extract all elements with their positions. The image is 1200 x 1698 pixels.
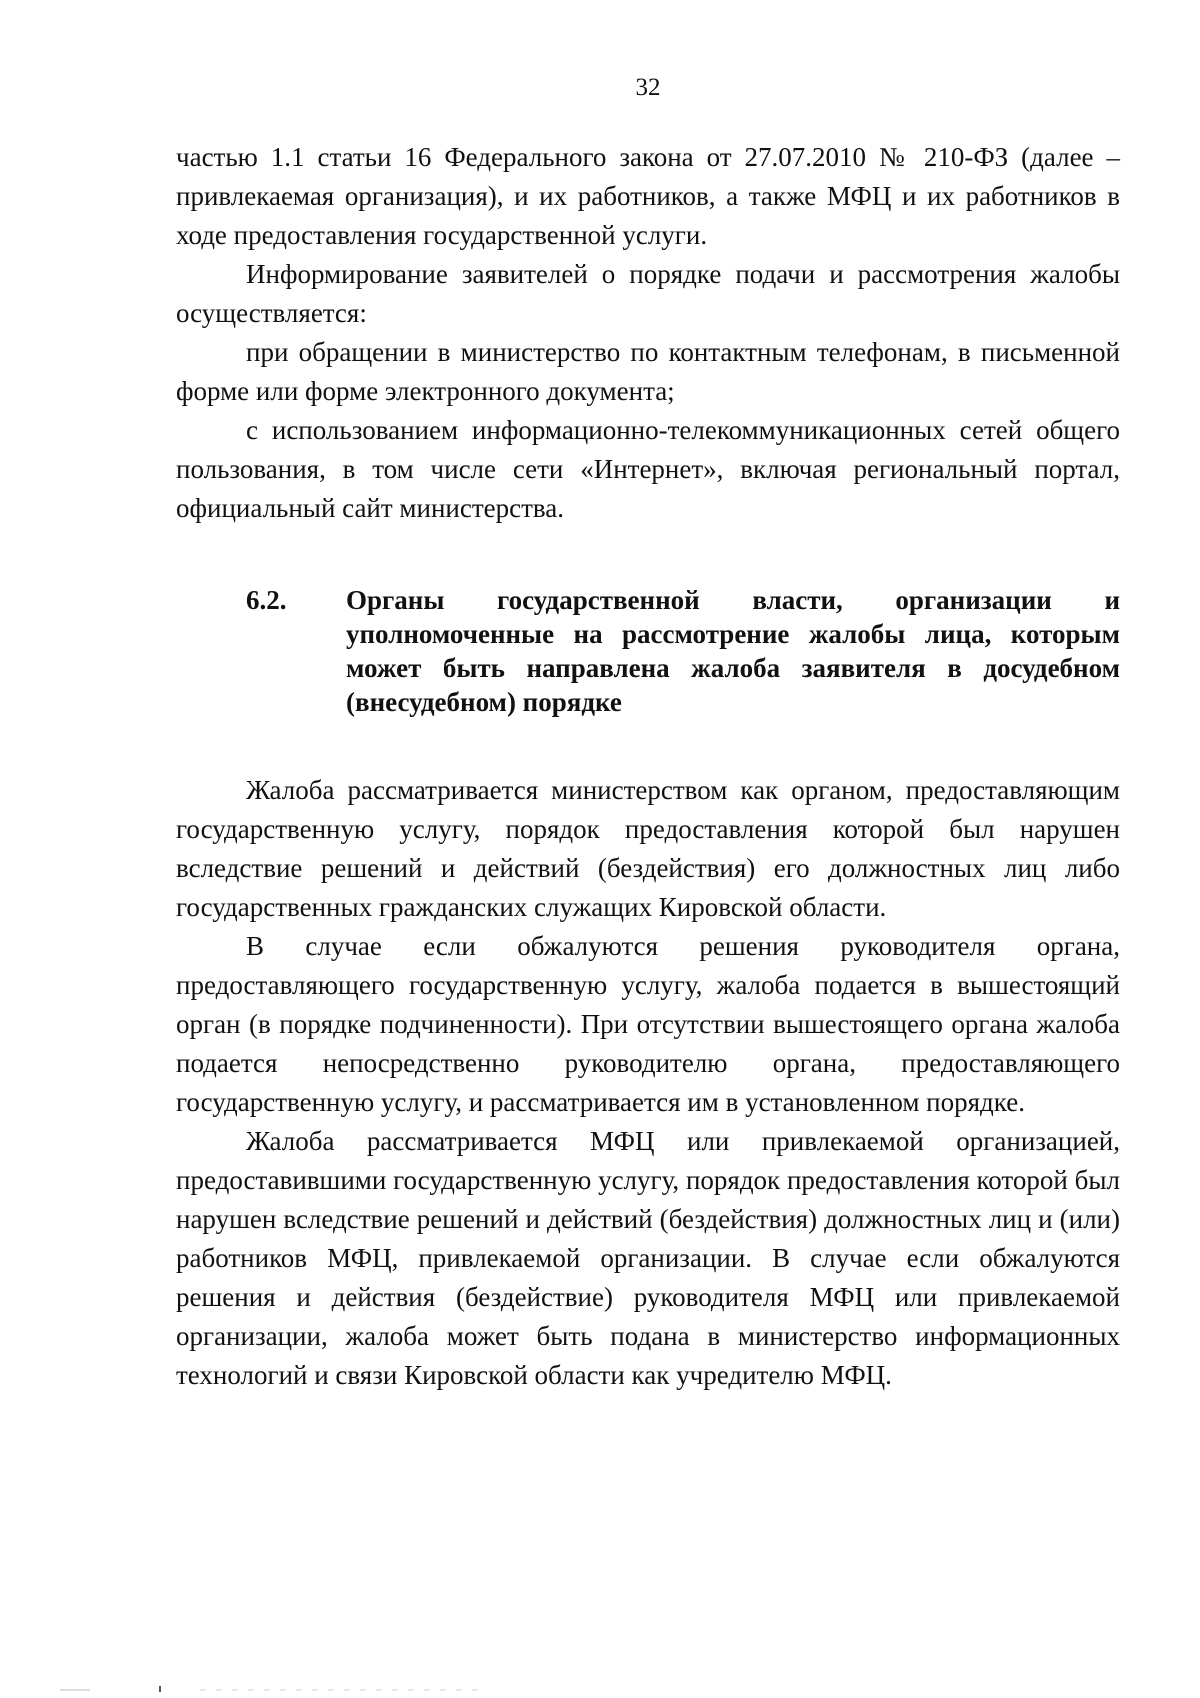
paragraph: Жалоба рассматривается министерством как органом, предоставляющим государственную услугу, порядок предоставления которой был нарушен вследствие решений и действий (бездействия) его должностных лиц либо государственных гражданских служащих Кировской области. — [176, 775, 1120, 922]
section-number: 6.2. — [246, 585, 287, 615]
paragraph: частью 1.1 статьи 16 Федерального закона от 27.07.2010 № 210-ФЗ (далее – привлекаемая организация), и их работников, а также МФЦ и их работников в ходе предоставления государственной услуги. — [176, 142, 1120, 250]
paragraph: при обращении в министерство по контактным телефонам, в письменной форме или форме электронного документа; — [176, 337, 1120, 406]
paragraph: с использованием информационно-телекоммуникационных сетей общего пользования, в том числе сети «Интернет», включая региональный портал, официальный сайт министерства. — [176, 415, 1120, 523]
document-body — [176, 138, 1120, 1395]
page-number: 32 — [635, 74, 661, 101]
section-title: Органы государственной власти, организации и уполномоченные на рассмотрение жалобы лица, которым может быть направлена жалоба заявителя в досудебном (внесудебном) порядке — [346, 585, 1120, 717]
paragraph: Информирование заявителей о порядке подачи и рассмотрения жалобы осуществляется: — [176, 259, 1120, 328]
section-body — [176, 771, 1120, 1395]
paragraph: Жалоба рассматривается МФЦ или привлекаемой организацией, предоставившими государственную услугу, порядок предоставления которой был нарушен вследствие решений и действий (бездействия) должностных лиц и (или) работников МФЦ, привлекаемой организации. В случае если обжалуются решения и действия (бездействие) руководителя МФЦ или привлекаемой организации, жалоба может быть подана в министерство информационных технологий и связи Кировской области как учредителю МФЦ. — [176, 1126, 1120, 1390]
paragraph: В случае если обжалуются решения руководителя органа, предоставляющего государственную услугу, жалоба подается в вышестоящий орган (в порядке подчиненности). При отсутствии вышестоящего органа жалоба подается непосредственно руководителю органа, предоставляющего государственную услугу, и рассматривается им в установленном порядке. — [176, 931, 1120, 1117]
scan-artifact-marks — [60, 1686, 560, 1692]
section-heading — [176, 583, 1120, 719]
